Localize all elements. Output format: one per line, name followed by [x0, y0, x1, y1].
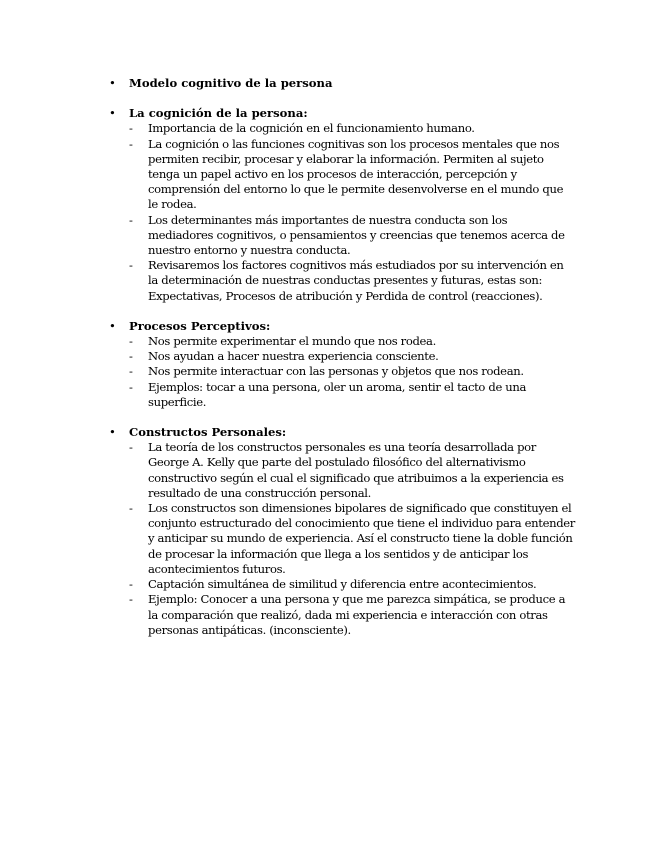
list-item — [105, 258, 575, 304]
bullet-icon: • — [109, 318, 116, 333]
list-item — [105, 137, 575, 213]
dash-marker: - — [129, 334, 133, 349]
section-heading: Constructos Personales: — [129, 425, 287, 440]
dash-marker: - — [129, 258, 133, 273]
dash-marker: - — [129, 136, 133, 151]
section — [105, 106, 575, 304]
dash-marker: - — [129, 349, 133, 364]
list-item-text: Los determinantes más importantes de nuestra conducta son los mediadores cognitivos, o pensamientos y creencias que tenemos acerca de nuestro entorno y nuestra conducta. — [148, 212, 565, 258]
list-item — [105, 440, 575, 501]
list-item-text: La teoría de los constructos personales es una teoría desarrollada por George A. Kelly que parte del postulado filosófico del alternativismo constructivo según el cual el significado que atribuimos a la experiencia es resultado de una construcción personal. — [148, 440, 564, 500]
list-item — [105, 592, 575, 638]
section-heading-row — [105, 425, 575, 440]
bullet-icon: • — [109, 76, 116, 90]
dash-marker: - — [129, 592, 133, 607]
list-item-text: Los constructos son dimensiones bipolares de significado que constituyen el conjunto estructurado del conocimiento que tiene el individuo para entender y anticipar su mundo de experiencia. Así el constructo tiene la doble función de procesar la información que llega a los sentidos y de anticipar los acontecimientos futuros. — [148, 501, 575, 576]
dash-marker: - — [129, 501, 133, 516]
list-item-text: Nos ayudan a hacer nuestra experiencia consciente. — [148, 349, 439, 364]
list-item — [105, 577, 575, 592]
section — [105, 76, 575, 91]
document-body — [105, 76, 575, 653]
dash-marker: - — [129, 440, 133, 455]
dash-marker: - — [129, 577, 133, 592]
list-item — [105, 334, 575, 349]
section-heading-row — [105, 106, 575, 121]
bullet-icon: • — [109, 106, 116, 121]
dash-marker: - — [129, 379, 133, 394]
section-heading: Procesos Perceptivos: — [129, 318, 271, 333]
list-item-text: Captación simultánea de similitud y diferencia entre acontecimientos. — [148, 577, 537, 592]
list-item-text: Nos permite experimentar el mundo que nos rodea. — [148, 334, 436, 349]
section-heading: Modelo cognitivo de la persona — [129, 76, 333, 90]
list-item-text: Ejemplo: Conocer a una persona y que me parezca simpática, se produce a la comparación que realizó, dada mi experiencia e interacción con otras personas antipáticas. (inconsciente). — [148, 592, 566, 637]
list-item-text: Revisaremos los factores cognitivos más estudiados por su intervención en la determinación de nuestras conductas presentes y futuras, estas son: Expectativas, Procesos de atribución y Perdida de control (reacciones). — [148, 258, 564, 303]
section-heading-row — [105, 76, 575, 91]
list-item-text: La cognición o las funciones cognitivas son los procesos mentales que nos permiten recibir, procesar y elaborar la información. Permiten al sujeto tenga un papel activo en los procesos de interacción, percepción y comprensión del entorno lo que le permite desenvolverse en el mundo que le rodea. — [148, 136, 564, 212]
list-item — [105, 380, 575, 410]
section — [105, 425, 575, 638]
dash-marker: - — [129, 212, 133, 227]
dash-list — [105, 440, 575, 638]
list-item — [105, 364, 575, 379]
list-item-text: Nos permite interactuar con las personas y objetos que nos rodean. — [148, 364, 524, 379]
list-item-text: Ejemplos: tocar a una persona, oler un aroma, sentir el tacto de una superficie. — [148, 379, 527, 409]
list-item — [105, 121, 575, 136]
bullet-icon: • — [109, 425, 116, 440]
list-item — [105, 213, 575, 259]
section-heading: La cognición de la persona: — [129, 106, 308, 121]
list-item — [105, 349, 575, 364]
list-item-text: Importancia de la cognición en el funcionamiento humano. — [148, 121, 475, 136]
dash-list — [105, 334, 575, 410]
list-item — [105, 501, 575, 577]
section — [105, 319, 575, 410]
dash-marker: - — [129, 364, 133, 379]
section-heading-row — [105, 319, 575, 334]
dash-list — [105, 121, 575, 303]
dash-marker: - — [129, 121, 133, 136]
